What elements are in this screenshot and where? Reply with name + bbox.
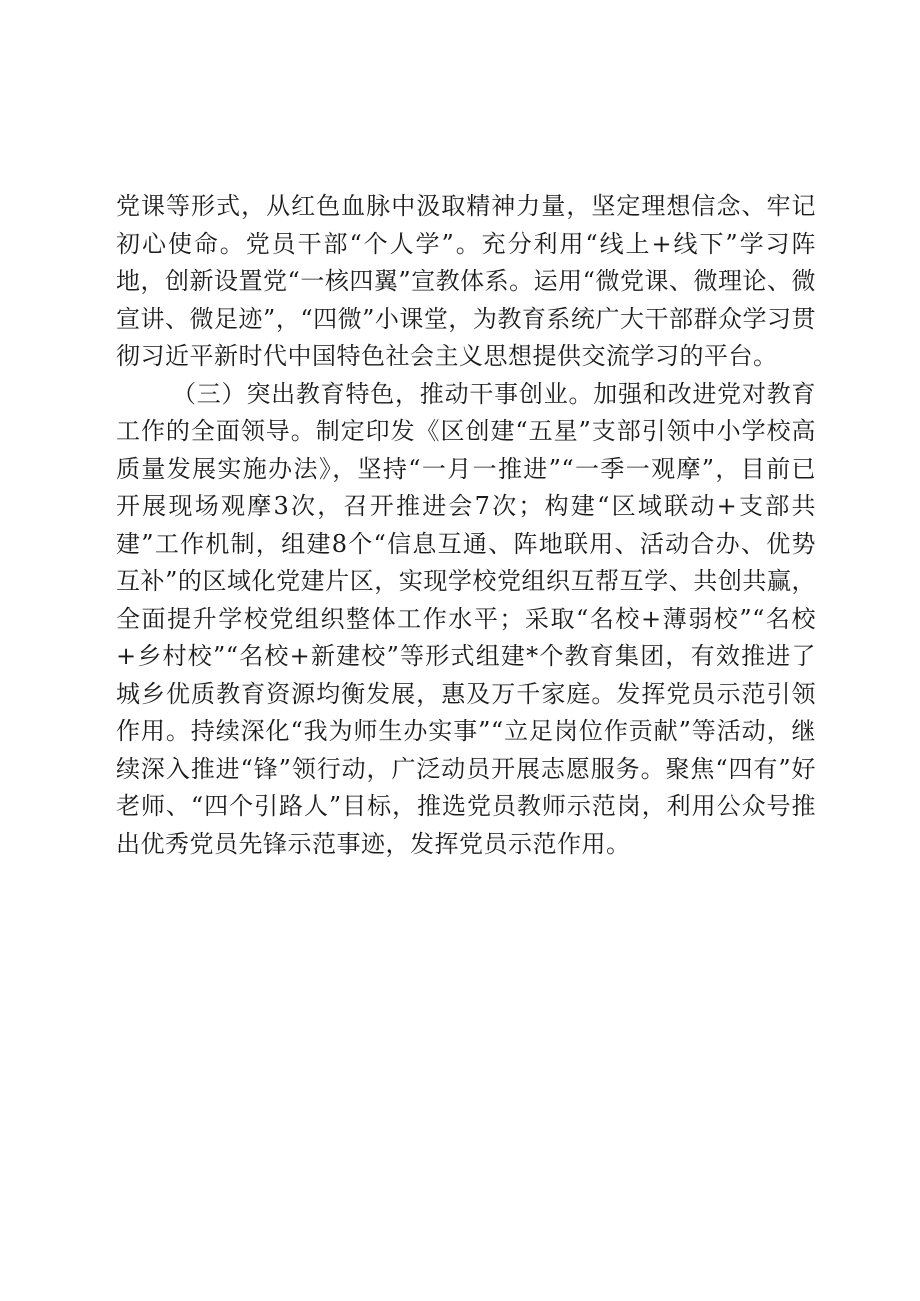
paragraph-section-three: （三）突出教育特色，推动干事创业。加强和改进党对教育工作的全面领导。制定印发《区创建“五星”支部引领中小学校高质量发展实施办法》，坚持“一月一推进”“一季一观摩”，目前已开展现场观摩3次，召开推进会7次；构建“区域联动+支部共建”工作机制，组建8个“信息互通、阵地联用、活动合办、优势互补”的区域化党建片区，实现学校党组织互帮互学、共创共赢，全面提升学校党组织整体工作水平；采取“名校+薄弱校”“名校+乡村校”“名校+新建校”等形式组建*个教育集团，有效推进了城乡优质教育资源均衡发展，惠及万千家庭。发挥党员示范引领作用。持续深化“我为师生办实事”“立足岗位作贡献”等活动，继续深入推进“锋”领行动，广泛动员开展志愿服务。聚焦“四有”好老师、“四个引路人”目标，推选党员教师示范岗，利用公众号推出优秀党员先锋示范事迹，发挥党员示范作用。 [116,379,816,858]
paragraph-continued: 党课等形式，从红色血脉中汲取精神力量，坚定理想信念、牢记初心使命。党员干部“个人学”。充分利用“线上+线下”学习阵地，创新设置党“一核四翼”宣教体系。运用“微党课、微理论、微宣讲、微足迹”，“四微”小课堂，为教育系统广大干部群众学习贯彻习近平新时代中国特色社会主义思想提供交流学习的平台。 [116,192,816,370]
document-body [116,188,816,863]
